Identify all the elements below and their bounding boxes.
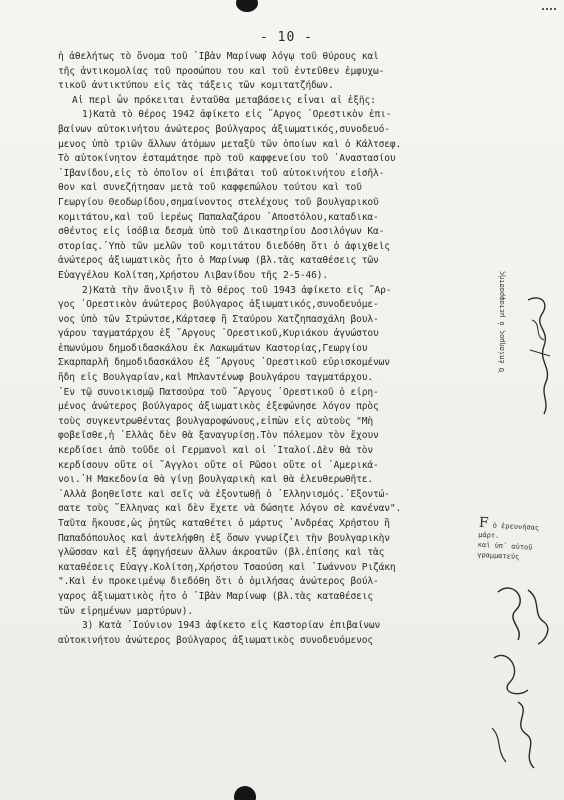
text-line: μένος ἀνώτερος βούλγαρος ἀξιωματικὸς ἐξεφώνησε λόγον πρὸς (58, 401, 379, 413)
text-line: σατε τοὺς ῞Ελληνας καὶ δὲν ἔχετε νὰ δώσητε λόγον σὲ κανέναν". (58, 503, 402, 515)
text-line: ἀνώτερος ἀξιωματικὸς ἦτο ὁ Μαρίνωφ (βλ.τὰς καταθέσεις τῶν (58, 255, 379, 267)
text-line: νος ὑπὸ τῶν Στρώντσε,Κάρτσεφ ἢ Σταύρου Χατζηπασχάλη βουλ- (58, 313, 379, 325)
text-line: σθέντος εἰς ἰσόβια δεσμὰ ὑπὸ τοῦ Δικαστηρίου Δοσιλόγων Κα- (58, 226, 385, 238)
body-text (58, 50, 488, 648)
text-line: κερδίσει ἀπὸ τοῦδε οἱ Γερμανοὶ καὶ οἱ ᾽Ιταλοί.Δὲν θὰ τὸν (58, 445, 374, 457)
text-line: γαρος ἀξιωματικὸς ἦτο ὁ ᾽Ιβὰν Μαρίνωφ (βλ.τὰς καταθέσεις (58, 590, 374, 602)
text-line: Τὸ αὐτοκίνητον ἐσταμάτησε πρὸ τοῦ καφφενείου τοῦ ᾽Αναστασίου (58, 153, 396, 165)
text-line: αὐτοκινήτου ἀνώτερος βούλγαρος ἀξιωματικὸς συνοδευόμενος (58, 634, 374, 646)
text-line: τῆς ἀντικομολίας τοῦ προσώπου του καὶ τοῦ ἐντεῦθεν ἐμφυχω- (58, 65, 385, 77)
text-line: γος ᾽Ορεστικὸν ἀνώτερος βούλγαρος ἀξιωματικός,συνοδευόμε- (58, 299, 379, 311)
text-line: τῶν εἰρημένων μαρτύρων). (58, 605, 194, 617)
punch-hole-bottom (234, 786, 256, 800)
text-line: 2)Κατὰ τὴν ἄνοιξιν ἢ τὸ θέρος τοῦ 1943 ἀφίκετο εἰς ῎Αρ- (82, 284, 392, 296)
text-line: βαίνων αὐτοκινήτου ἀνώτερος βούλγαρος ἀξιωματικός,συνοδευό- (58, 123, 390, 135)
text-line: νοι.῾Η Μακεδονία θὰ γίνῃ βουλγαρικὴ καὶ θὰ ἐλευθερωθῆτε. (58, 474, 374, 486)
text-line: ἡ ἀθελήτως τὸ ὄνομα τοῦ ᾽Ιβὰν Μαρίνωφ λόγῳ τοῦ θύρους καὶ (58, 51, 379, 62)
text-line: Σκαρπαρλῆ δημοδιδασκάλου ἐξ ῎Αργους ᾽Ορεστικοῦ εὑρισκομένων (58, 357, 390, 369)
text-line: ᾽Αλλὰ βοηθεῖστε καὶ σεῖς νὰ ἐξοντωθῇ ὁ ῾Ελληνισμός.᾽Εξοντώ- (58, 488, 390, 500)
margin-note-investigator (477, 514, 563, 564)
text-line: τικοῦ ἀντικτύπου εἰς τὰς τάξεις τῶν κομιτατζήδων. (58, 80, 334, 92)
text-line: 1)Κατὰ τὸ θέρος 1942 ἀφίκετο εἰς ῎Αργος ᾽Ορεστικὸν ἐπι- (82, 109, 392, 121)
text-line: ᾽Ιβανίδου,εἰς τὸ ὁποῖον οἱ ἐπιβάται τοῦ αὐτοκινήτου εἰσῆλ- (58, 167, 385, 179)
text-line: Αἱ περὶ ὧν πρόκειται ἐνταῦθα μεταβάσεις εἶναι αἱ ἑξῆς: (72, 94, 376, 106)
text-line: ".Καὶ ἐν προκειμένῳ διεδόθη ὅτι ὁ ὁμιλήσας ἀνώτερος βούλ- (58, 576, 379, 588)
text-line: κομιτάτου,καὶ τοῦ ἱερέως Παπαλαζάρου ᾽Αποστόλου,καταδικα- (58, 211, 379, 223)
text-line: μενος ὑπὸ τριῶν ἄλλων ἀτόμων μεταξὺ τῶν ὁποίων καὶ ὁ Κάλτσεφ. (58, 138, 402, 150)
text-line: τοὺς συγκεντρωθέντας βουλγαροφώνους,εἰπὼν εἰς αὐτοὺς "Μὴ (58, 415, 374, 427)
text-line: καταθέσεις Εὐαγγ.Κολίτση,Χρήστου Τσαούση καὶ ᾽Ιωάννου Ριζάκη (58, 561, 396, 573)
text-line: 3) Κατὰ ᾽Ιούνιον 1943 ἀφίκετο εἰς Καστορίαν ἐπιβαίνων (82, 620, 381, 632)
signature-mark-lower (488, 578, 560, 778)
text-line: Ταῦτα ἤκουσε,ὡς ῥητῶς καταθέτει ὁ μάρτυς ᾽Ανδρέας Χρήστου ἢ (58, 518, 390, 529)
text-line: ἐπωνύμου δημοδιδασκάλου ἐκ Λακωμάτων Καστορίας,Γεωργίου (58, 342, 368, 354)
text-line: γάρου ταγματάρχου ἐξ ῎Αργους ᾽Ορεστικοῦ,Κυριάκου ἀγνώστου (58, 328, 379, 340)
margin-note-letter: F (478, 514, 490, 532)
text-line: στορίας.῾Υπὸ τῶν μελῶν τοῦ κομιτάτου διεδόθη ὅτι ὁ ἀφιχθεὶς (58, 240, 390, 252)
text-line: κερδίσουν οὔτε οἱ ῎Αγγλοι οὔτε οἱ Ρῶσοι οὔτε οἱ ᾽Αμερικά- (58, 459, 379, 471)
signature-mark-upper (520, 290, 560, 420)
page-number: - 10 - (260, 30, 313, 45)
text-line: Παπαδόπουλος καὶ ἀντελήφθη ἐξ ὅσων γνωρίζει τὴν βουλγαρικὴν (58, 532, 390, 544)
margin-note-line: γραμματεύς (477, 550, 520, 561)
margin-note-line: ὁ ἐρευνήσας μάρτ. (478, 521, 540, 540)
margin-note-line: καὶ ὑπ᾽ αὐτοῦ (477, 540, 533, 552)
text-line: γλῶσσαν καὶ ἐξ ἀφηγήσεων ἄλλων ἀκροατῶν (βλ.ἐπίσης καὶ τὰς (58, 547, 385, 559)
margin-note-translator: Ὁ ἐπίσημος ὁ μεταφραστής (498, 270, 506, 372)
text-line: φοβεῖσθε,ἡ ῾Ελλὰς δὲν θὰ ξαναγυρίσῃ.Τὸν πόλεμον τὸν ἔχουν (58, 430, 379, 442)
text-line: ἤδη εἰς Βουλγαρίαν,καὶ Μπλαντένωφ βουλγάρου ταγματάρχου. (58, 372, 374, 384)
text-line: ᾽Εν τῷ συνοικισμῷ Πατσούρα τοῦ ῎Αργους ᾽Ορεστικοῦ ὁ εἰρη- (58, 386, 379, 398)
punch-hole-top (236, 0, 258, 12)
corner-mark (542, 8, 556, 14)
text-line: Γεωργίου Θεοδωρίδου,σημαίνοντος στελέχους τοῦ βουλγαρικοῦ (58, 196, 379, 208)
text-line: Εὐαγγέλου Κολίτση,Χρήστου Λιβανίδου τῆς 2-5-46). (58, 269, 329, 281)
text-line: θον καὶ συνεζήτησαν μετὰ τοῦ καφφεπώλου τούτου καὶ τοῦ (58, 182, 362, 194)
